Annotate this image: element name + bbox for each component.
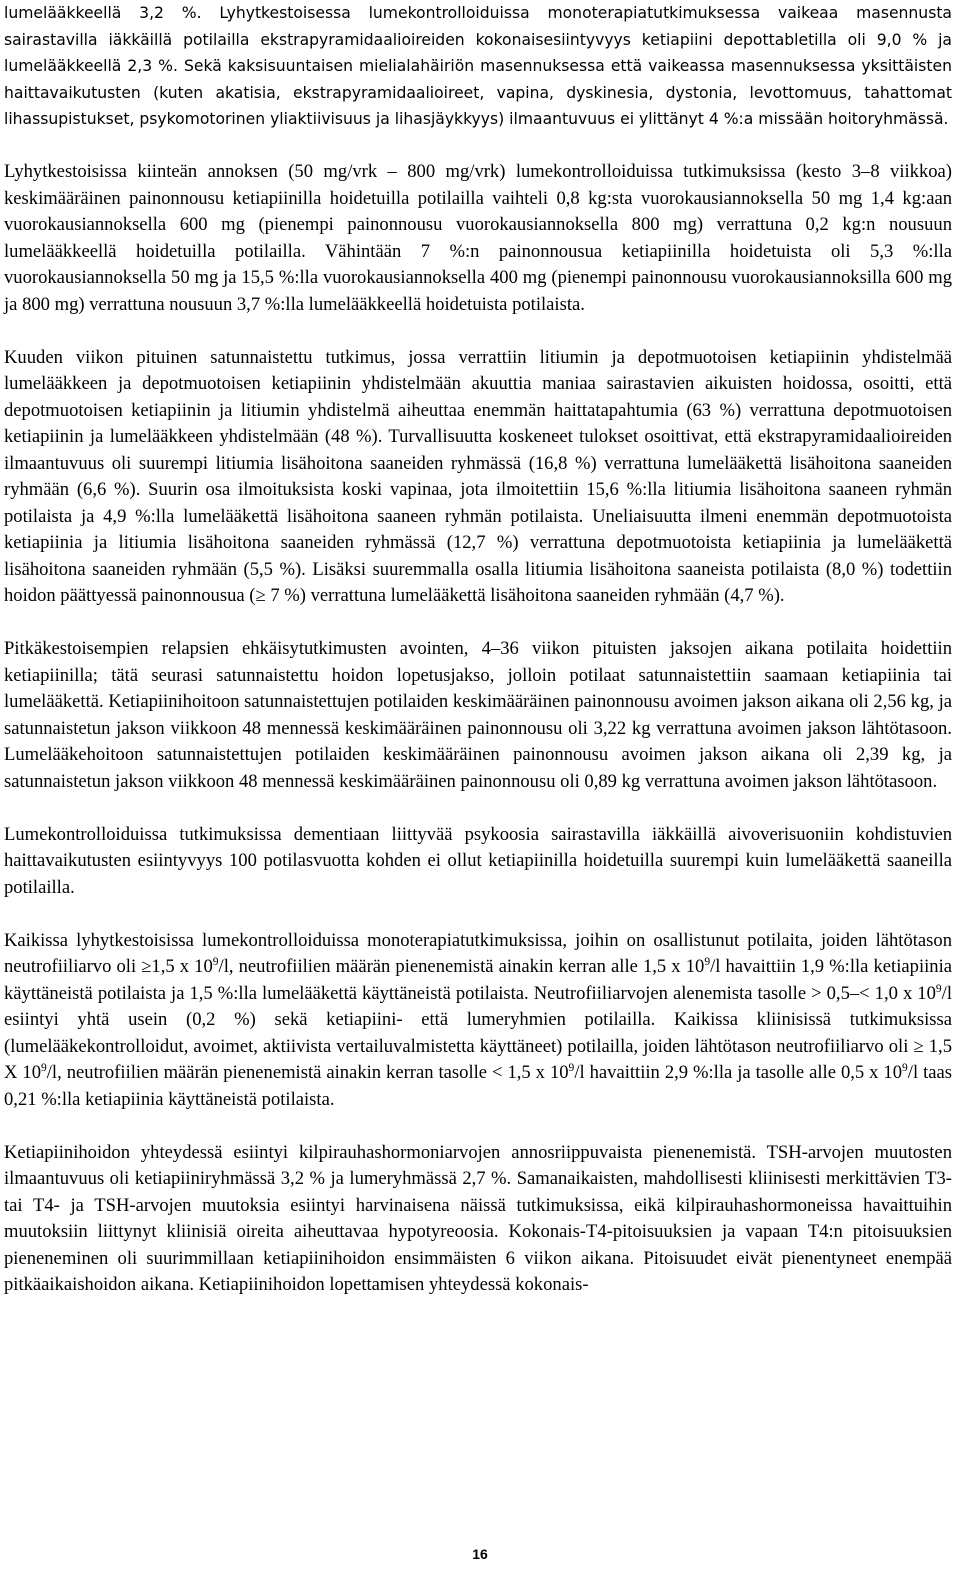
superscript-exponent: 9 [41,1062,47,1075]
text-segment: /l, neutrofiilien määrän pienenemistä ainakin kerran tasolle < 1,5 x 10 [46,1062,569,1083]
superscript-exponent: 9 [902,1062,908,1075]
text-segment: /l taas 0,21 %:lla ketiapiinia käyttäneistä potilaista. [4,1062,953,1110]
paragraph-lithium-combination-study [4,345,952,610]
text-segment: /l havaittiin 1,9 %:lla ketiapiinia käyttäneistä potilaista ja 1,5 %:lla lumelääkettä käyttäneistä potilaista. Neutrofiiliarvojen alenemista tasolle > 0,5–< 1,0 x 10 [4,956,952,1004]
superscript-exponent: 9 [704,956,711,969]
paragraph-thyroid-hormones [4,1140,952,1299]
text-segment: lumelääkkeellä 3,2 %. Lyhytkestoisessa lumekontrolloiduissa monoterapiatutkimuksessa vaikeaa masennusta sairastavilla iäkkäillä potilailla ekstrapyramidaalioireiden kokonaisesiintyvyys ketiapiini depottabletilla oli 9,0 % ja lumelääkkeellä 2,3 %. [4,4,952,75]
text-segment: Kuuden viikon pituinen satunnaistettu tutkimus, jossa verrattiin litiumin ja depotmuotoisen ketiapiinin yhdistelmää lumelääkkeen ja depotmuotoisen ketiapiinin yhdistelmään akuuttia maniaa sairastavien aikuisten hoidossa, osoitti, että depotmuotoisen ketiapiinin ja litiumin yhdistelmä aiheuttaa enemmän haittatapahtumia (63 %) verrattuna depotmuotoisen ketiapiinin ja lumelääkkeen yhdistelmään (48 %). Turvallisuutta koskeneet tulokset osoittivat, että ekstrapyramidaalioireiden ilmaantuvuus oli suurempi litiumia lisähoitona saaneiden ryhmässä (16,8 %) verrattuna lumelääkettä lisähoitona saaneiden ryhmään (6,6 %). Suurin osa ilmoituksista koski vapinaa, jota ilmoitettiin 15,6 %:lla litiumia lisähoitona saaneen ryhmän potilaista ja 4,9 %:lla lumelääkettä lisähoitona saaneen ryhmän potilaista. Uneliaisuutta ilmeni enemmän depotmuotoista ketiapiinia ja litiumia lisähoitona saaneiden ryhmässä (12,7 %) verrattuna depotmuotoista ketiapiinia ja lumelääkettä lisähoitona saaneiden ryhmään (5,5 %). Lisäksi suuremmalla osalla litiumia lisähoitona saaneista potilaista (8,0 %) todettiin hoidon päättyessä painonnousua (≥ 7 %) verrattuna lumelääkettä lisähoitona saaneiden ryhmään (4,7 %). [4,346,952,606]
text-segment: /l, neutrofiilien määrän pienenemistä ainakin kerran alle 1,5 x 10 [218,956,705,977]
paragraph-weight-gain-short-term [4,159,952,318]
text-segment: /l havaittiin 2,9 %:lla ja tasolle alle 0,5 x 10 [574,1062,903,1083]
text-segment: Lyhytkestoisissa kiinteän annoksen (50 mg/vrk – 800 mg/vrk) lumekontrolloiduissa tutkimuksissa (kesto 3–8 viikkoa) keskimääräinen painonnousu ketiapiinilla hoidetuilla potilailla vaihteli 0,8 kg:sta vuorokausiannoksella 50 mg 1,4 kg:aan vuorokausiannoksella 600 mg (pienempi painonnousu vuorokausiannoksella 800 mg) verrattuna 0,2 kg:n nousuun lumelääkkeellä hoidetuilla potilailla. Vähintään 7 %:n painonnousua ketiapiinilla hoidetuista oli 5,3 %:lla vuorokausiannoksella 50 mg ja 15,5 %:lla vuorokausiannoksella 400 mg (pienempi painonnousu vuorokausiannoksilla 600 mg ja 800 mg) verrattuna nousuun 3,7 %:lla lumelääkkeellä hoidetuista potilaista. [4,161,952,315]
superscript-exponent: 9 [568,1062,575,1075]
text-segment: Lumekontrolloiduissa tutkimuksissa dementiaan liittyvää psykoosia sairastavilla iäkkäillä aivoverisuoniin kohdistuvien haittavaikutusten esiintyvyys 100 potilasvuotta kohden ei ollut ketiapiinilla hoidetuilla suurempi kuin lumelääkettä saaneilla potilailla. [4,823,952,898]
text-segment: /l esiintyi yhtä usein (0,2 %) sekä ketiapiini- että lumeryhmien potilailla. Kaikissa kliinisissä tutkimuksissa (lumelääkekontrolloidut, avoimet, aktiivista vertailuvalmistetta käyttäneet) potilailla, joiden lähtötason neutrofiiliarvo oli ≥ 1,5 X 10 [4,982,952,1083]
document-page [4,0,952,1299]
paragraph-neutrophil-counts [4,928,952,1114]
text-segment: Kaikissa lyhytkestoisissa lumekontrolloiduissa monoterapiatutkimuksissa, joihin on osallistunut potilaita, joiden lähtötason neutrofiiliarvo oli ≥1,5 x 10 [4,929,952,977]
text-segment: Pitkäkestoisempien relapsien ehkäisytutkimusten avointen, 4–36 viikon pituisten jaksojen aikana potilaita hoidettiin ketiapiinilla; tätä seurasi satunnaistettu hoidon lopetusjakso, jolloin potilaat satunnaistettiin saamaan ketiapiinia tai lumelääkettä. Ketiapiinihoitoon satunnaistettujen potilaiden keskimääräinen painonnousu avoimen jakson aikana oli 2,56 kg, ja satunnaistetun jakson viikkoon 48 mennessä keskimääräinen painonnousu oli 3,22 kg verrattuna avoimen jakson lähtötasoon. Lumelääkehoitoon satunnaistettujen potilaiden keskimääräinen painonnousu avoimen jakson aikana oli 2,39 kg, ja satunnaistetun jakson viikkoon 48 mennessä keskimääräinen painonnousu oli 0,89 kg verrattuna avoimen jakson lähtötasoon. [4,638,952,792]
paragraph-dementia-cerebrovascular [4,822,952,902]
superscript-exponent: 9 [212,956,219,969]
paragraph-relapse-prevention-weight [4,636,952,795]
superscript-exponent: 9 [935,982,942,995]
paragraph-eps-incidence [4,0,952,133]
page-number: 16 [472,1546,488,1562]
text-segment: Sekä kaksisuuntaisen mielialahäiriön masennuksessa että vaikeassa masennuksessa yksittäisten haittavaikutusten (kuten akatisia, ekstrapyramidaalioireet, vapina, dyskinesia, dystonia, levottomuus, tahattomat lihassupistukset, psykomotorinen yliaktiivisuus ja lihasjäykkyys) ilmaantuvuus ei ylittänyt 4 %:a missään hoitoryhmässä. [4,57,952,128]
text-segment: Ketiapiinihoidon yhteydessä esiintyi kilpirauhashormoniarvojen annosriippuvaista pienenemistä. TSH-arvojen muutosten ilmaantuvuus oli ketiapiiniryhmässä 3,2 % ja lumeryhmässä 2,7 %. Samanaikaisten, mahdollisesti kliinisesti merkittävien T3- tai T4- ja TSH-arvojen muutoksia esiintyi harvinaisena näissä tutkimuksissa, eikä kilpirauhashormoneissa havaittuihin muutoksiin liittynyt kliinisiä oireita aiheuttavaa hypotyreoosia. Kokonais-T4-pitoisuuksien ja vapaan T4:n pitoisuuksien pieneneminen oli suurimmillaan ketiapiinihoidon ensimmäisten 6 viikon aikana. Pitoisuudet eivät pienentyneet enempää pitkäaikaishoidon aikana. Ketiapiinihoidon lopettamisen yhteydessä kokonais- [4,1141,952,1295]
